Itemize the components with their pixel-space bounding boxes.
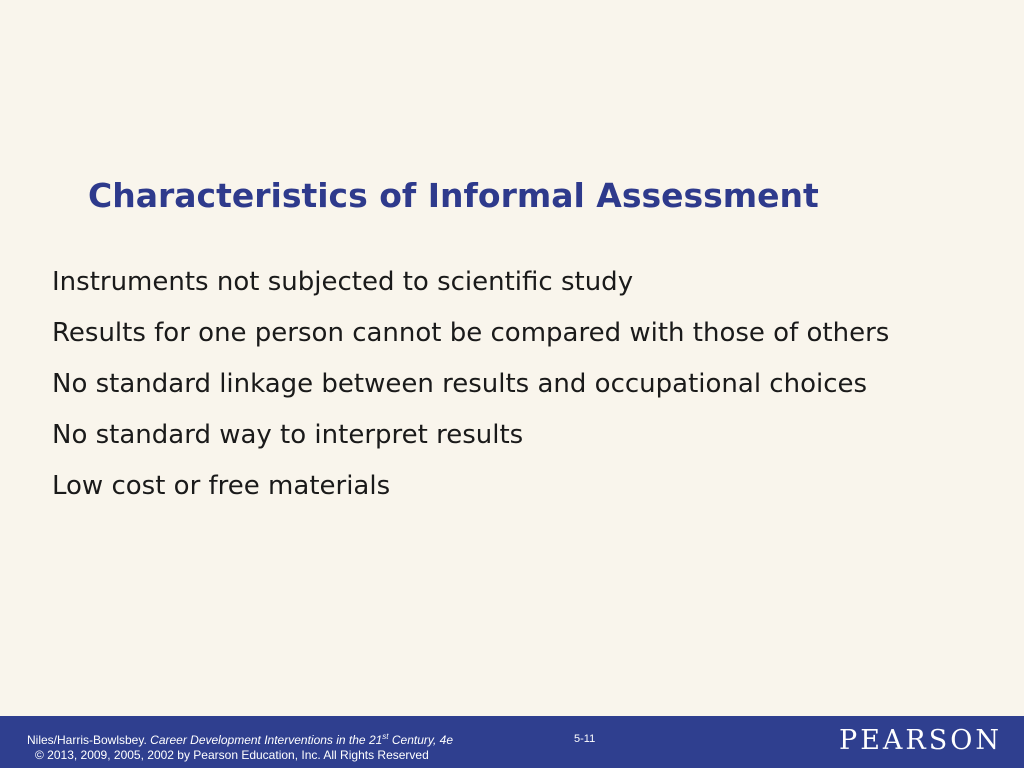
footer-citation-line1 <box>27 733 453 748</box>
footer-book-title-prefix: Career Development Interventions in the 21 <box>150 733 383 747</box>
page-number: 5-11 <box>574 733 596 745</box>
footer-book-title <box>150 733 453 747</box>
bullet-item: No standard linkage between results and occupational choices <box>52 369 868 399</box>
footer-citation <box>27 733 453 763</box>
bullet-item: Low cost or free materials <box>52 471 391 501</box>
footer-bar <box>0 716 1024 768</box>
footer-copyright: © 2013, 2009, 2005, 2002 by Pearson Education, Inc. All Rights Reserved <box>35 748 429 762</box>
footer-book-title-suffix: Century, 4e <box>388 733 454 747</box>
bullet-list <box>52 266 972 521</box>
slide-title: Characteristics of Informal Assessment <box>88 176 819 215</box>
footer-book-title-sup: st <box>382 732 389 741</box>
bullet-item: Results for one person cannot be compared with those of others <box>52 318 890 348</box>
bullet-item: Instruments not subjected to scientific study <box>52 267 634 297</box>
pearson-logo: PEARSON <box>839 725 1002 756</box>
bullet-item: No standard way to interpret results <box>52 420 524 450</box>
footer-authors: Niles/Harris-Bowlsbey. <box>27 733 147 747</box>
